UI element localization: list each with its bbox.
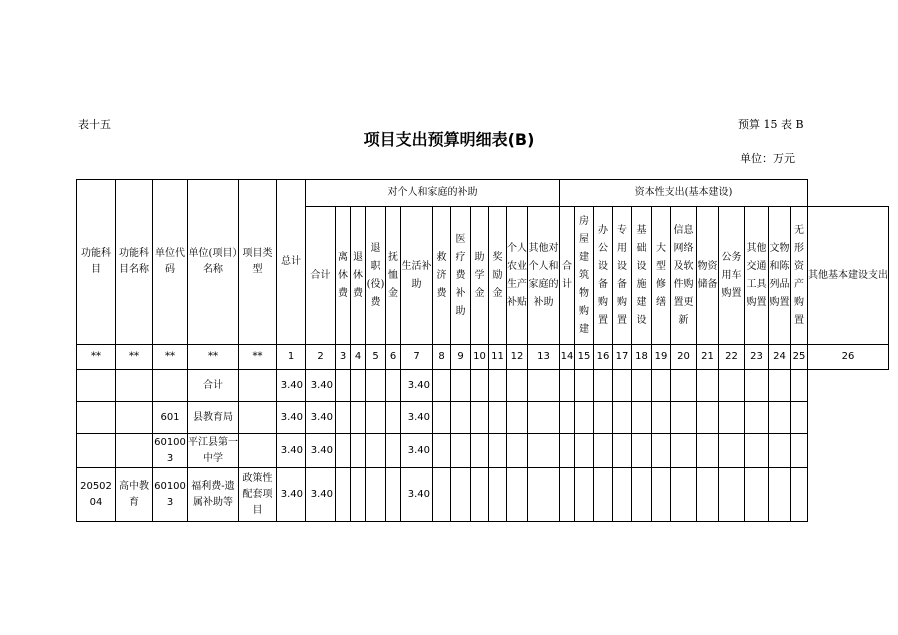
cell-proj-type: [239, 434, 277, 468]
cell-empty: [652, 434, 671, 468]
cell-empty: [575, 434, 594, 468]
cell-empty: [697, 468, 719, 522]
index-number-26: 26: [808, 345, 889, 370]
cell-empty: [791, 402, 808, 434]
cell-empty: [451, 402, 471, 434]
cell-personal-total: 3.40: [306, 468, 336, 522]
cell-empty: [451, 434, 471, 468]
cell-living-subsidy: 3.40: [401, 402, 433, 434]
index-number-25: 25: [791, 345, 808, 370]
cell-empty: [560, 402, 575, 434]
header-capital-col-5: 基础设施建设: [632, 207, 652, 345]
cell-empty: [791, 468, 808, 522]
header-total: 总计: [277, 180, 306, 345]
cell-empty: [560, 468, 575, 522]
cell-empty: [652, 370, 671, 402]
table-row: [77, 434, 889, 468]
cell-empty: [528, 370, 560, 402]
cell-empty: [671, 402, 697, 434]
cell-personal-total: 3.40: [306, 402, 336, 434]
cell-empty: [697, 402, 719, 434]
cell-unit-code: 601: [153, 402, 188, 434]
cell-empty: [575, 402, 594, 434]
cell-empty: [719, 468, 745, 522]
index-number-7: 7: [401, 345, 433, 370]
cell-living-subsidy: 3.40: [401, 370, 433, 402]
page-title: 项目支出预算明细表(B): [363, 130, 535, 149]
cell-empty: [791, 370, 808, 402]
cell-empty: [560, 370, 575, 402]
cell-empty: [366, 402, 386, 434]
cell-empty: [594, 402, 613, 434]
index-number-16: 16: [594, 345, 613, 370]
cell-empty: [451, 370, 471, 402]
header-personal-col-8: 医疗费补助: [451, 207, 471, 345]
table-row: [77, 468, 889, 522]
cell-empty: [471, 370, 489, 402]
cell-empty: [769, 434, 791, 468]
cell-personal-total: 3.40: [306, 370, 336, 402]
cell-living-subsidy: 3.40: [401, 468, 433, 522]
index-number-14: 14: [560, 345, 575, 370]
header-personal-col-9: 助学金: [471, 207, 489, 345]
cell-empty: [489, 402, 507, 434]
cell-empty: [451, 468, 471, 522]
cell-empty: [769, 370, 791, 402]
cell-living-subsidy: 3.40: [401, 434, 433, 468]
cell-empty: [671, 370, 697, 402]
index-number-6: 6: [386, 345, 401, 370]
index-number-22: 22: [719, 345, 745, 370]
cell-empty: [594, 434, 613, 468]
header-capital-col-3: 办公设备购置: [594, 207, 613, 345]
header-capital-col-9: 公务用车购置: [719, 207, 745, 345]
header-capital-col-10: 其他交通工具购置: [745, 207, 769, 345]
cell-func-code: [77, 402, 116, 434]
cell-unit-code: 601003: [153, 468, 188, 522]
header-capital-col-7: 信息网络及软件购置更新: [671, 207, 697, 345]
cell-empty: [528, 434, 560, 468]
cell-empty: [528, 468, 560, 522]
index-number-15: 15: [575, 345, 594, 370]
table-row: [77, 402, 889, 434]
header-unit-name: 单位(项目）名称: [188, 180, 239, 345]
cell-empty: [745, 370, 769, 402]
cell-unit-name: 福利费-遗属补助等: [188, 468, 239, 522]
header-capital-col-6: 大型修缮: [652, 207, 671, 345]
cell-empty: [471, 402, 489, 434]
header-func-name: 功能科目名称: [116, 180, 153, 345]
cell-unit-code: [153, 370, 188, 402]
cell-empty: [719, 402, 745, 434]
cell-empty: [594, 468, 613, 522]
index-star-3: **: [153, 345, 188, 370]
unit-label: 单位：万元: [740, 152, 795, 165]
budget-table: [76, 179, 889, 522]
index-number-18: 18: [632, 345, 652, 370]
index-number-23: 23: [745, 345, 769, 370]
cell-empty: [351, 468, 366, 522]
cell-empty: [366, 434, 386, 468]
cell-empty: [769, 402, 791, 434]
index-number-21: 21: [697, 345, 719, 370]
cell-empty: [507, 468, 528, 522]
cell-empty: [632, 370, 652, 402]
cell-empty: [745, 468, 769, 522]
index-number-20: 20: [671, 345, 697, 370]
header-capital-col-8: 物资储备: [697, 207, 719, 345]
cell-empty: [336, 370, 351, 402]
cell-empty: [386, 434, 401, 468]
cell-empty: [336, 468, 351, 522]
cell-empty: [433, 370, 451, 402]
cell-empty: [575, 370, 594, 402]
cell-empty: [719, 434, 745, 468]
index-star-2: **: [116, 345, 153, 370]
cell-empty: [366, 468, 386, 522]
cell-empty: [671, 468, 697, 522]
cell-func-code: [77, 370, 116, 402]
cell-empty: [351, 370, 366, 402]
cell-proj-type: 政策性配套项目: [239, 468, 277, 522]
header-personal-col-11: 个人农业生产补贴: [507, 207, 528, 345]
cell-empty: [632, 434, 652, 468]
cell-empty: [613, 434, 632, 468]
table-number: 表十五: [78, 118, 111, 131]
cell-empty: [351, 434, 366, 468]
cell-empty: [507, 434, 528, 468]
index-number-24: 24: [769, 345, 791, 370]
cell-func-name: 高中教育: [116, 468, 153, 522]
index-number-10: 10: [471, 345, 489, 370]
cell-empty: [745, 402, 769, 434]
index-number-12: 12: [507, 345, 528, 370]
cell-empty: [489, 468, 507, 522]
index-star-5: **: [239, 345, 277, 370]
header-personal-col-1: 合计: [306, 207, 336, 345]
cell-empty: [594, 370, 613, 402]
cell-empty: [769, 468, 791, 522]
index-number-11: 11: [489, 345, 507, 370]
index-number-13: 13: [528, 345, 560, 370]
cell-unit-name: 平江县第一中学: [188, 434, 239, 468]
index-number-4: 4: [351, 345, 366, 370]
header-personal-col-12: 其他对个人和家庭的补助: [528, 207, 560, 345]
header-capital-col-12: 无形资产购置: [791, 207, 808, 345]
cell-func-name: [116, 370, 153, 402]
form-code: 预算 15 表 B: [738, 118, 804, 131]
cell-empty: [652, 402, 671, 434]
cell-empty: [471, 468, 489, 522]
header-capital-col-13: 其他基本建设支出: [808, 207, 889, 345]
cell-empty: [613, 402, 632, 434]
header-project-type: 项目类型: [239, 180, 277, 345]
header-capital-col-11: 文物和陈列品购置: [769, 207, 791, 345]
header-capital-col-4: 专用设备购置: [613, 207, 632, 345]
table-row: [77, 370, 889, 402]
header-group-capital-expenditure: 资本性支出(基本建设): [560, 180, 808, 207]
cell-empty: [433, 468, 451, 522]
cell-empty: [719, 370, 745, 402]
header-capital-col-2: 房屋建筑物购建: [575, 207, 594, 345]
cell-empty: [507, 370, 528, 402]
cell-empty: [575, 468, 594, 522]
cell-empty: [671, 434, 697, 468]
header-capital-col-1: 合计: [560, 207, 575, 345]
index-number-2: 2: [306, 345, 336, 370]
index-number-19: 19: [652, 345, 671, 370]
cell-total: 3.40: [277, 402, 306, 434]
index-star-4: **: [188, 345, 239, 370]
index-number-17: 17: [613, 345, 632, 370]
cell-func-name: [116, 434, 153, 468]
cell-proj-type: [239, 370, 277, 402]
cell-empty: [471, 434, 489, 468]
cell-total: 3.40: [277, 468, 306, 522]
header-personal-col-6: 生活补助: [401, 207, 433, 345]
header-personal-col-4: 退职(役)费: [366, 207, 386, 345]
cell-total: 3.40: [277, 370, 306, 402]
cell-empty: [433, 402, 451, 434]
cell-empty: [697, 370, 719, 402]
index-number-9: 9: [451, 345, 471, 370]
header-personal-col-10: 奖励金: [489, 207, 507, 345]
header-personal-col-7: 救济费: [433, 207, 451, 345]
cell-unit-name: 合计: [188, 370, 239, 402]
cell-empty: [697, 434, 719, 468]
header-func-code: 功能科目: [77, 180, 116, 345]
cell-empty: [336, 402, 351, 434]
header-personal-col-2: 离休费: [336, 207, 351, 345]
cell-proj-type: [239, 402, 277, 434]
cell-empty: [560, 434, 575, 468]
cell-empty: [351, 402, 366, 434]
cell-empty: [489, 434, 507, 468]
cell-empty: [366, 370, 386, 402]
cell-unit-code: 601003: [153, 434, 188, 468]
cell-personal-total: 3.40: [306, 434, 336, 468]
cell-func-code: [77, 434, 116, 468]
cell-empty: [791, 434, 808, 468]
index-number-8: 8: [433, 345, 451, 370]
cell-total: 3.40: [277, 434, 306, 468]
header-personal-col-3: 退休费: [351, 207, 366, 345]
cell-empty: [489, 370, 507, 402]
cell-empty: [386, 370, 401, 402]
cell-empty: [507, 402, 528, 434]
cell-empty: [613, 468, 632, 522]
cell-empty: [386, 402, 401, 434]
cell-empty: [336, 434, 351, 468]
header-group-personal-subsidy: 对个人和家庭的补助: [306, 180, 560, 207]
cell-empty: [745, 434, 769, 468]
cell-unit-name: 县教育局: [188, 402, 239, 434]
index-number-5: 5: [366, 345, 386, 370]
header-personal-col-5: 抚恤金: [386, 207, 401, 345]
index-star-1: **: [77, 345, 116, 370]
cell-func-code: 2050204: [77, 468, 116, 522]
index-number-3: 3: [336, 345, 351, 370]
index-number-1: 1: [277, 345, 306, 370]
cell-empty: [528, 402, 560, 434]
cell-empty: [652, 468, 671, 522]
cell-empty: [433, 434, 451, 468]
cell-empty: [613, 370, 632, 402]
cell-empty: [632, 468, 652, 522]
header-unit-code: 单位代码: [153, 180, 188, 345]
cell-empty: [386, 468, 401, 522]
cell-empty: [632, 402, 652, 434]
cell-func-name: [116, 402, 153, 434]
